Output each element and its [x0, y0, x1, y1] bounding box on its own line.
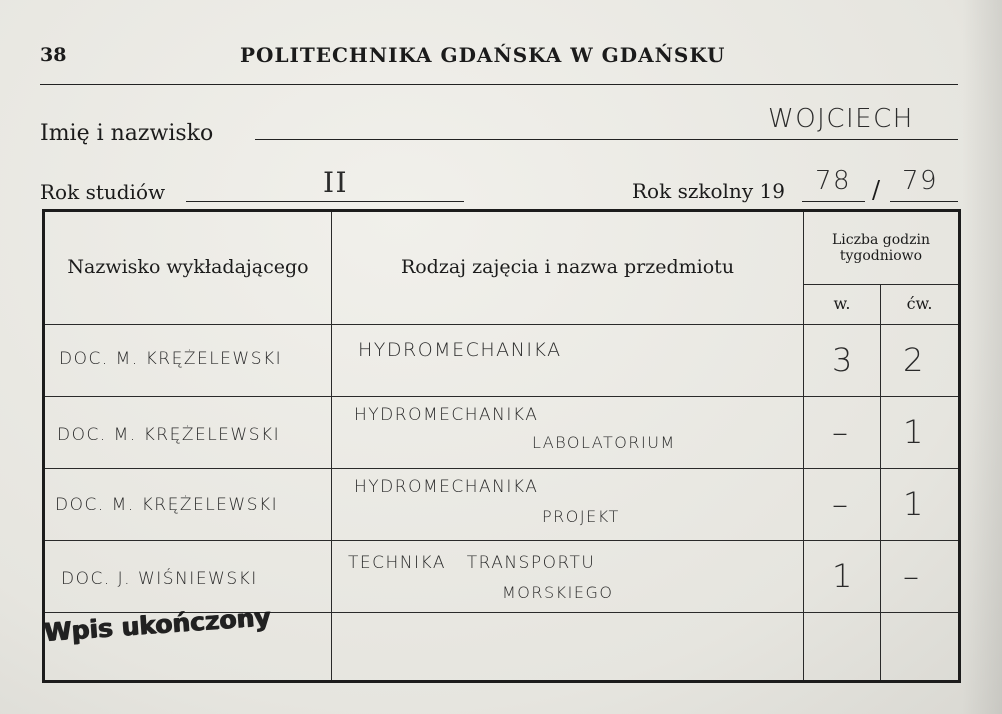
header-subject-text: Rodzaj zajęcia i nazwa przedmiotu [400, 256, 735, 279]
lecturer-cell [44, 397, 332, 469]
lecturer-name: DOC. J. WIŚNIEWSKI [61, 569, 258, 589]
lecturer-name: DOC. M. KRĘŻELEWSKI [55, 495, 279, 515]
table-row [44, 541, 960, 613]
header-subject [332, 211, 804, 325]
subject-line-2: PROJEKT [542, 507, 620, 526]
name-value: WOJCIECH [768, 104, 914, 134]
cw-cell [881, 325, 960, 397]
name-label: Imię i nazwisko [40, 121, 214, 146]
subject-cell [332, 325, 804, 397]
table-row [44, 469, 960, 541]
cw-value: 1 [903, 485, 924, 523]
w-value: – [832, 413, 848, 451]
empty-cell [332, 613, 804, 682]
w-value: – [832, 485, 848, 523]
page-number: 38 [40, 44, 67, 66]
w-value: 3 [832, 341, 853, 379]
w-value: 1 [832, 557, 853, 595]
cw-cell [881, 541, 960, 613]
w-cell [804, 325, 881, 397]
lecturer-name: DOC. M. KRĘŻELEWSKI [57, 425, 281, 445]
school-year-line-1 [802, 201, 865, 202]
cw-cell [881, 469, 960, 541]
page-header: POLITECHNIKA GDAŃSKA W GDAŃSKU [240, 43, 726, 67]
table-row [44, 325, 960, 397]
subject-cell [332, 469, 804, 541]
school-year-separator: / [872, 176, 881, 204]
lecturer-cell [44, 541, 332, 613]
cw-value: 1 [903, 413, 924, 451]
school-year-to: 79 [902, 166, 939, 196]
subject-cell [332, 541, 804, 613]
name-line [255, 139, 958, 140]
cw-value: 2 [903, 341, 924, 379]
header-cw: ćw. [881, 285, 960, 325]
cw-cell [881, 397, 960, 469]
header-hours-text: Liczba godzin tygodniowo [832, 231, 930, 264]
completion-stamp: Wpis ukończony [42, 602, 272, 647]
school-year-line-2 [890, 201, 958, 202]
page-edge-shadow [962, 0, 1002, 714]
empty-cell [881, 613, 960, 682]
lecturer-cell [44, 325, 332, 397]
cw-value: – [903, 557, 919, 595]
table-row [44, 397, 960, 469]
subject-cell [332, 397, 804, 469]
w-cell [804, 469, 881, 541]
year-value: II [323, 166, 349, 199]
empty-cell [804, 613, 881, 682]
subject-line-1: TECHNIKA TRANSPORTU [348, 553, 596, 573]
header-lecturer-text: Nazwisko wykładającego [67, 256, 309, 279]
subject-line-1: HYDROMECHANIKA [354, 477, 539, 497]
subject-line-1: HYDROMECHANIKA [354, 405, 539, 425]
header-hours [804, 211, 960, 285]
lecturer-name: DOC. M. KRĘŻELEWSKI [59, 349, 283, 369]
header-w: w. [804, 285, 881, 325]
header-lecturer [44, 211, 332, 325]
subject-line-2: MORSKIEGO [502, 583, 614, 602]
year-line [186, 201, 464, 202]
w-cell [804, 541, 881, 613]
subject-line-2: LABOLATORIUM [532, 433, 676, 452]
school-year-from: 78 [815, 166, 852, 196]
lecturer-cell [44, 469, 332, 541]
year-label: Rok studiów [40, 180, 166, 204]
subject-line-1: HYDROMECHANIKA [358, 339, 562, 361]
w-cell [804, 397, 881, 469]
school-year-label: Rok szkolny 19 [632, 179, 785, 203]
header-rule [40, 84, 958, 85]
